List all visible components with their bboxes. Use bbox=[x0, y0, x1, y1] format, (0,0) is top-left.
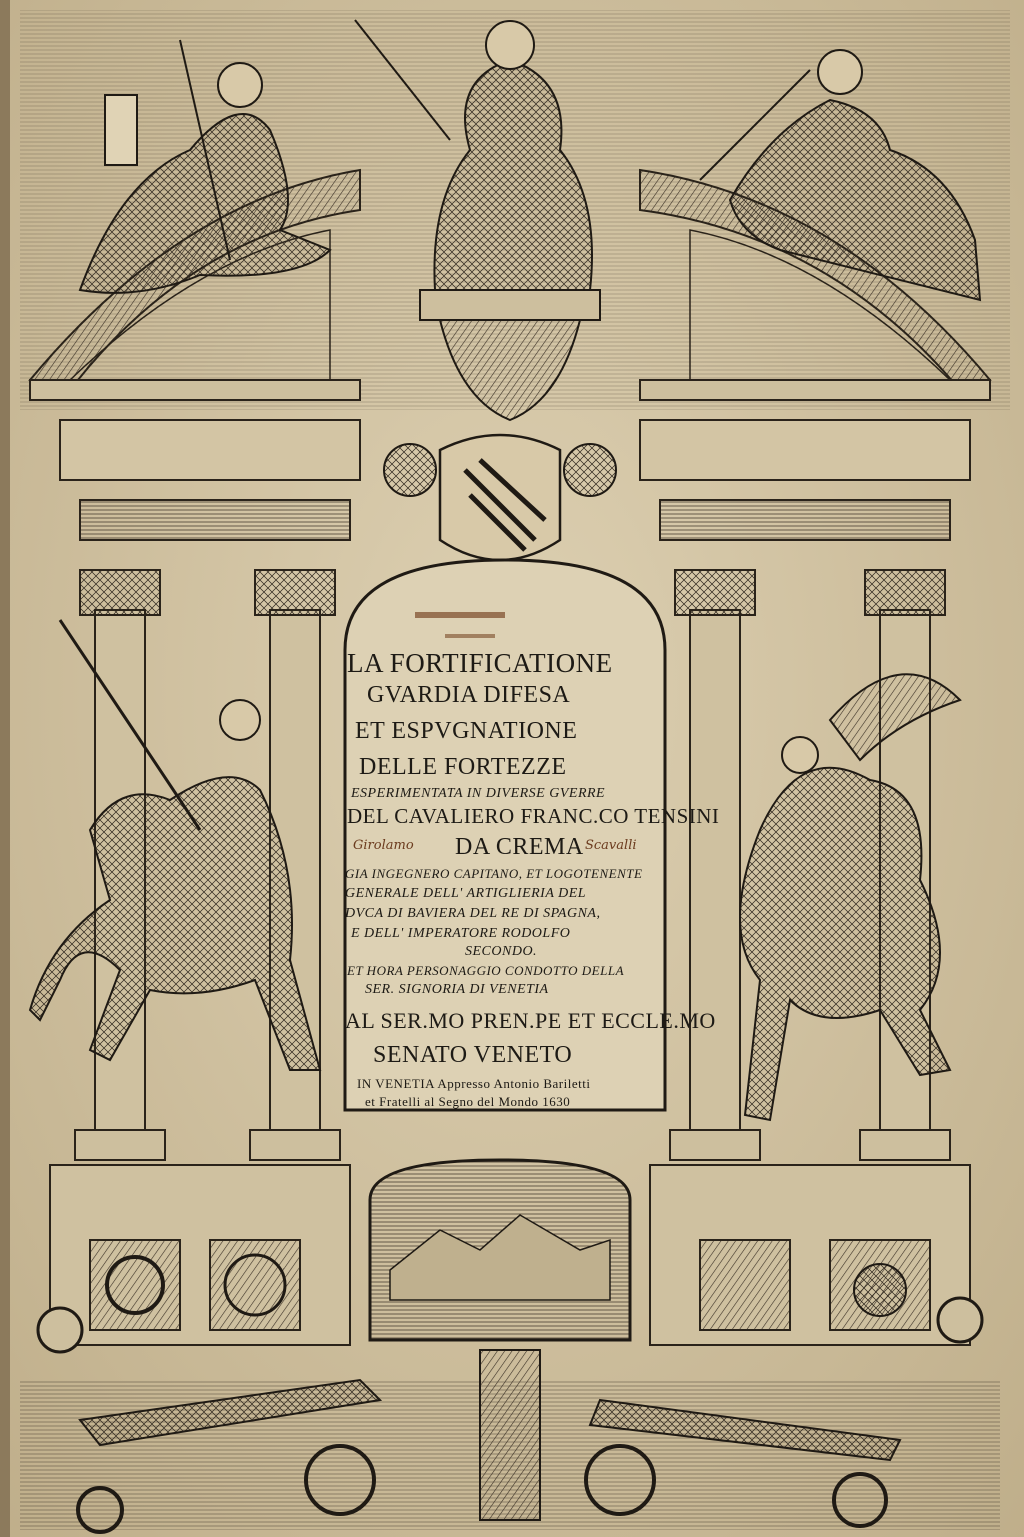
title-line-7: DA CREMA bbox=[455, 834, 584, 860]
handwritten-right: Scavalli bbox=[585, 838, 637, 853]
imprint-line-1: IN VENETIA Appresso Antonio Bariletti bbox=[357, 1076, 591, 1091]
title-line-9: GENERALE DELL' ARTIGLIERIA DEL bbox=[345, 886, 587, 901]
title-line-3: ET ESPVGNATIONE bbox=[355, 718, 578, 744]
imprint-line-2: et Fratelli al Segno del Mondo 1630 bbox=[365, 1094, 571, 1109]
title-line-4: DELLE FORTEZZE bbox=[359, 754, 567, 780]
title-line-2: GVARDIA DIFESA bbox=[367, 682, 571, 708]
title-line-15: AL SER.MO PREN.PE ET ECCLE.MO bbox=[345, 1008, 716, 1033]
title-line-12: SECONDO. bbox=[465, 944, 538, 959]
title-line-5: ESPERIMENTATA IN DIVERSE GVERRE bbox=[351, 786, 606, 801]
binding-edge bbox=[0, 0, 10, 1537]
title-line-14: SER. SIGNORIA DI VENETIA bbox=[365, 982, 549, 997]
title-line-10: DVCA DI BAVIERA DEL RE DI SPAGNA, bbox=[345, 906, 601, 921]
handwritten-left: Girolamo bbox=[353, 838, 414, 853]
title-line-13: ET HORA PERSONAGGIO CONDOTTO DELLA bbox=[347, 963, 625, 978]
title-line-6: DEL CAVALIERO FRANC.CO TENSINI bbox=[347, 804, 720, 828]
title-line-16: SENATO VENETO bbox=[373, 1042, 573, 1068]
ink-stain bbox=[415, 612, 505, 618]
title-line-11: E DELL' IMPERATORE RODOLFO bbox=[351, 926, 571, 941]
title-line-1: LA FORTIFICATIONE bbox=[347, 648, 613, 678]
title-line-8: GIA INGEGNERO CAPITANO, ET LOGOTENENTE bbox=[345, 866, 643, 881]
